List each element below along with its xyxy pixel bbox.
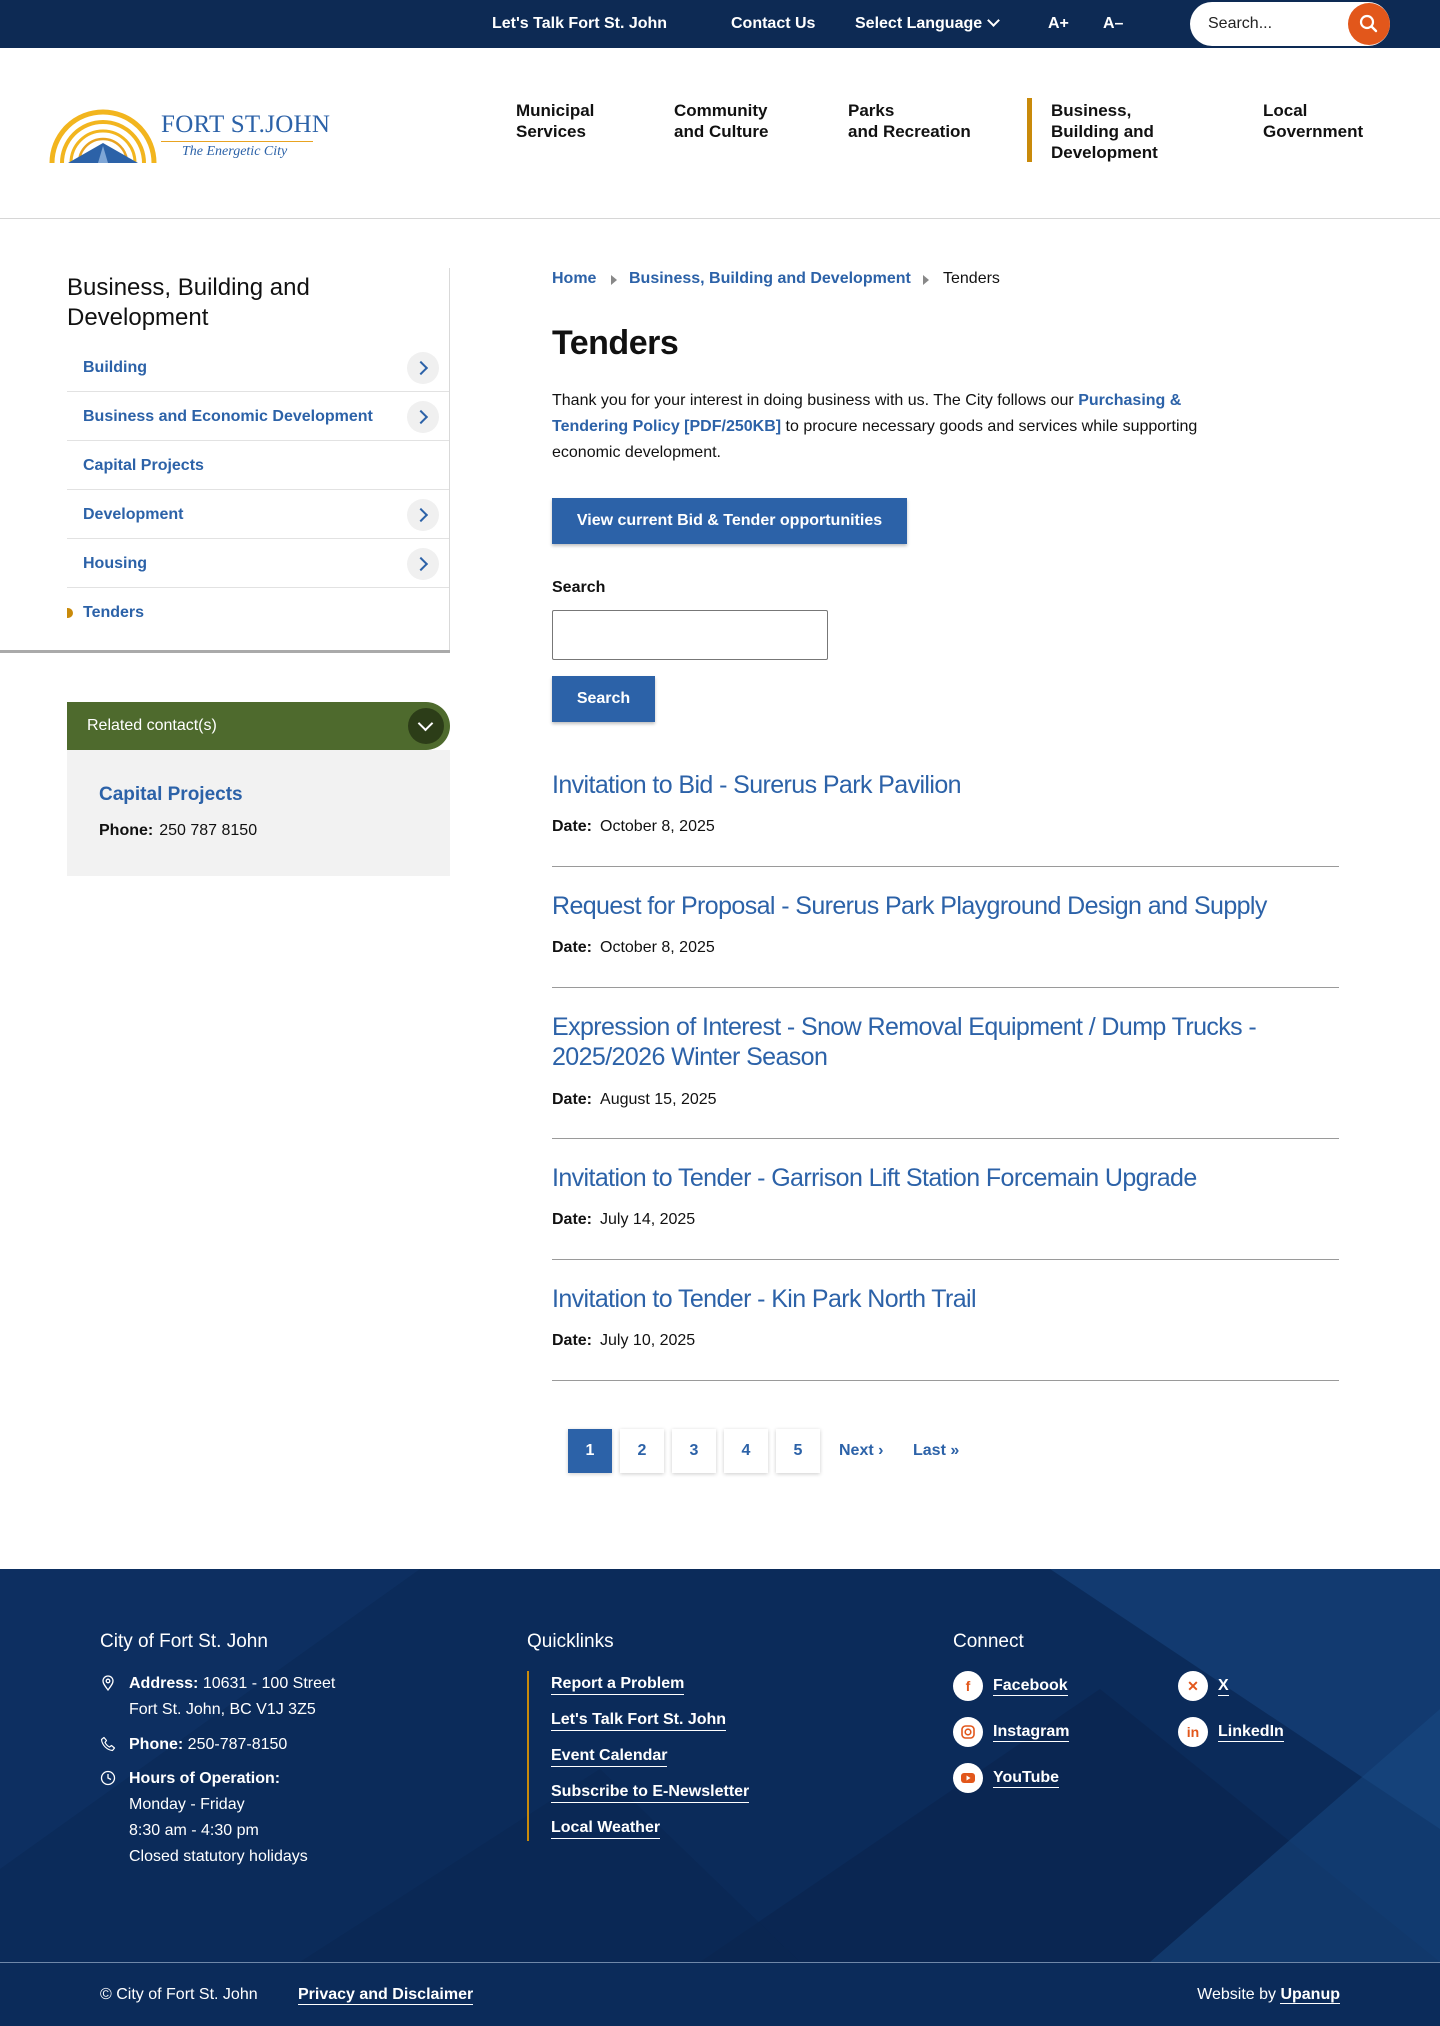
related-contacts-header: Related contact(s)	[87, 717, 217, 734]
footer-connect-heading: Connect	[953, 1631, 1024, 1652]
date-label: Date:	[552, 1332, 593, 1349]
chevron-right-icon[interactable]	[407, 401, 439, 433]
sidebar-item-label: Business and Economic Development	[83, 408, 373, 425]
upanup-link[interactable]: Upanup	[1280, 1986, 1340, 2003]
select-language-label: Select Language	[855, 15, 983, 32]
sidebar-item-business-economic-development[interactable]	[67, 392, 449, 441]
date-value: October 8, 2025	[600, 939, 715, 956]
sidebar-item-label: Tenders	[83, 604, 145, 621]
logo-divider	[161, 141, 313, 142]
quicklink-local-weather[interactable]: Local Weather	[551, 1818, 660, 1839]
nav-local-government[interactable]	[1263, 100, 1363, 142]
address-label: Address:	[129, 1675, 199, 1692]
active-item-indicator	[67, 608, 73, 618]
nav-parks-and-recreation[interactable]	[848, 100, 971, 142]
sunrise-logo-icon	[48, 103, 158, 165]
nav-business-building-development[interactable]	[1051, 100, 1158, 163]
tender-date	[552, 818, 715, 836]
pagination-page-1[interactable]: 1	[568, 1429, 612, 1473]
nav-community-and-culture[interactable]	[674, 100, 768, 142]
site-search-button[interactable]	[1348, 3, 1390, 45]
pagination-last[interactable]: Last »	[913, 1442, 960, 1459]
phone-label: Phone:	[99, 822, 154, 839]
location-pin-icon	[100, 1675, 116, 1691]
sidebar-item-label: Capital Projects	[83, 457, 204, 474]
date-label: Date:	[552, 1091, 593, 1108]
tender-date	[552, 1091, 717, 1109]
hours-line: Monday - Friday	[129, 1796, 245, 1813]
quicklinks-accent-bar	[527, 1671, 529, 1841]
date-label: Date:	[552, 818, 593, 835]
nav-label-line: Government	[1263, 122, 1364, 141]
social-link-label: Facebook	[993, 1677, 1068, 1694]
breadcrumb-home[interactable]: Home	[552, 270, 597, 287]
nav-label-line: Development	[1051, 143, 1158, 162]
tender-title-link[interactable]: Invitation to Tender - Garrison Lift Station Forcemain Upgrade	[552, 1164, 1197, 1192]
intro-text-part: Thank you for your interest in doing business with us. The City follows our	[552, 392, 1079, 409]
site-logo[interactable]	[48, 103, 331, 165]
site-header	[0, 48, 1440, 219]
privacy-disclaimer-link[interactable]: Privacy and Disclaimer	[298, 1986, 474, 2003]
x-icon: ✕	[1178, 1671, 1208, 1701]
social-link-label: YouTube	[993, 1769, 1060, 1786]
footer-bottom-bar	[0, 1962, 1440, 2026]
chevron-right-icon[interactable]	[407, 548, 439, 580]
page-title: Tenders	[552, 324, 679, 362]
list-item	[552, 1284, 1339, 1381]
tender-title-link[interactable]: Expression of Interest - Snow Removal Equipment / Dump Trucks - 2025/2026 Winter Season	[552, 1013, 1257, 1071]
tender-date	[552, 1211, 695, 1229]
date-value: October 8, 2025	[600, 818, 715, 835]
list-item	[552, 1163, 1339, 1260]
phone-label: Phone:	[129, 1736, 184, 1753]
date-label: Date:	[552, 939, 593, 956]
logo-name: FORT ST.JOHN	[161, 111, 331, 138]
nav-label-line: Services	[516, 122, 586, 141]
nav-label-line: Business,	[1051, 101, 1132, 120]
search-icon	[1348, 3, 1390, 45]
font-decrease-button[interactable]: A–	[1103, 15, 1124, 32]
social-link-label: Instagram	[993, 1723, 1070, 1740]
sidebar-item-housing[interactable]	[67, 539, 449, 588]
sidebar-title: Business, Building and Development	[67, 274, 310, 331]
youtube-icon	[953, 1763, 983, 1793]
tender-title-link[interactable]: Invitation to Bid - Surerus Park Pavilion	[552, 771, 961, 799]
copyright-text: © City of Fort St. John	[100, 1986, 258, 2003]
select-language-dropdown[interactable]	[855, 0, 998, 48]
chevron-down-icon	[408, 708, 444, 744]
chevron-right-icon[interactable]	[407, 352, 439, 384]
clock-icon	[100, 1770, 116, 1786]
tender-title-link[interactable]: Request for Proposal - Surerus Park Playground Design and Supply	[552, 892, 1267, 920]
quicklink-event-calendar[interactable]: Event Calendar	[551, 1746, 667, 1767]
pagination-page-2[interactable]: 2	[620, 1429, 664, 1473]
chevron-down-icon	[987, 14, 1000, 27]
logo-tagline: The Energetic City	[182, 144, 288, 159]
pagination-page-3[interactable]: 3	[672, 1429, 716, 1473]
sidebar-divider	[449, 268, 450, 652]
footer-city-heading: City of Fort St. John	[100, 1631, 268, 1652]
intro-text	[552, 388, 1232, 466]
sidebar-item-tenders[interactable]	[67, 588, 449, 637]
related-contacts-toggle[interactable]	[67, 702, 450, 750]
social-link-label: X	[1218, 1677, 1229, 1694]
tender-date	[552, 1332, 695, 1350]
breadcrumb-separator-icon	[923, 275, 929, 285]
credit-prefix: Website by	[1197, 1986, 1281, 2003]
sidebar-item-label: Housing	[83, 555, 147, 572]
nav-municipal-services[interactable]	[516, 100, 594, 142]
sidebar-item-capital-projects[interactable]	[67, 441, 449, 490]
lets-talk-link[interactable]: Let's Talk Fort St. John	[492, 15, 668, 32]
tender-search-input[interactable]	[552, 610, 828, 660]
intro-text-part: to procure necessary goods and services while supporting economic development.	[552, 418, 1198, 461]
address-line: Fort St. John, BC V1J 3Z5	[129, 1701, 316, 1718]
date-label: Date:	[552, 1211, 593, 1228]
date-value: August 15, 2025	[600, 1091, 717, 1108]
nav-label-line: and Culture	[674, 122, 769, 141]
facebook-icon: f	[953, 1671, 983, 1701]
purchasing-policy-link[interactable]: Purchasing & Tendering Policy [PDF/250KB]	[552, 392, 1182, 435]
address-line: 10631 - 100 Street	[202, 1675, 336, 1692]
pagination-page-5[interactable]: 5	[776, 1429, 820, 1473]
search-label: Search	[552, 579, 606, 596]
sidebar-item-label: Building	[83, 359, 147, 376]
site-search	[1190, 2, 1390, 46]
social-link-label: LinkedIn	[1218, 1723, 1284, 1740]
phone-value: 250 787 8150	[159, 822, 258, 839]
list-item	[552, 770, 1339, 867]
nav-active-indicator	[1027, 98, 1032, 162]
list-item	[552, 891, 1339, 988]
quicklink-report-problem[interactable]: Report a Problem	[551, 1674, 684, 1695]
related-contact-card	[67, 750, 450, 876]
linkedin-icon: in	[1178, 1717, 1208, 1747]
related-contact-phone	[99, 822, 257, 840]
pagination-next[interactable]: Next ›	[839, 1442, 884, 1459]
search-button[interactable]: Search	[552, 676, 655, 722]
quicklink-lets-talk[interactable]: Let's Talk Fort St. John	[551, 1710, 726, 1731]
breadcrumb-separator-icon	[611, 275, 617, 285]
chevron-right-icon[interactable]	[407, 499, 439, 531]
sidebar-item-label: Development	[83, 506, 184, 523]
quicklink-subscribe-newsletter[interactable]: Subscribe to E-Newsletter	[551, 1782, 749, 1803]
breadcrumb-current: Tenders	[943, 270, 1000, 287]
date-value: July 14, 2025	[600, 1211, 696, 1228]
nav-label-line: Municipal	[516, 101, 595, 120]
sidebar-item-building[interactable]	[67, 343, 449, 392]
tender-title-link[interactable]: Invitation to Tender - Kin Park North Trail	[552, 1285, 976, 1313]
hours-label: Hours of Operation:	[129, 1770, 281, 1787]
hours-line: Closed statutory holidays	[129, 1848, 308, 1865]
footer-quicklinks-heading: Quicklinks	[527, 1631, 614, 1652]
sidebar-item-development[interactable]	[67, 490, 449, 539]
nav-label-line: Parks	[848, 101, 895, 120]
contact-us-link[interactable]: Contact Us	[731, 15, 816, 32]
tender-date	[552, 939, 715, 957]
instagram-icon	[953, 1717, 983, 1747]
view-bid-opportunities-button[interactable]: View current Bid & Tender opportunities	[552, 498, 907, 544]
nav-label-line: Building and	[1051, 122, 1154, 141]
date-value: July 10, 2025	[600, 1332, 696, 1349]
nav-label-line: Community	[674, 101, 768, 120]
list-item	[552, 1012, 1339, 1139]
related-contact-name[interactable]: Capital Projects	[99, 784, 243, 805]
font-increase-button[interactable]: A+	[1048, 15, 1069, 32]
phone-value[interactable]: 250-787-8150	[187, 1736, 288, 1753]
sidebar-bottom-rule	[0, 650, 450, 653]
nav-label-line: and Recreation	[848, 122, 971, 141]
top-utility-bar	[0, 0, 1440, 48]
hours-line: 8:30 am - 4:30 pm	[129, 1822, 259, 1839]
nav-label-line: Local	[1263, 101, 1308, 120]
breadcrumb-section[interactable]: Business, Building and Development	[629, 270, 911, 287]
website-credit	[1197, 1963, 1340, 2026]
phone-icon	[100, 1736, 116, 1752]
site-search-input[interactable]	[1208, 2, 1348, 46]
pagination-page-4[interactable]: 4	[724, 1429, 768, 1473]
